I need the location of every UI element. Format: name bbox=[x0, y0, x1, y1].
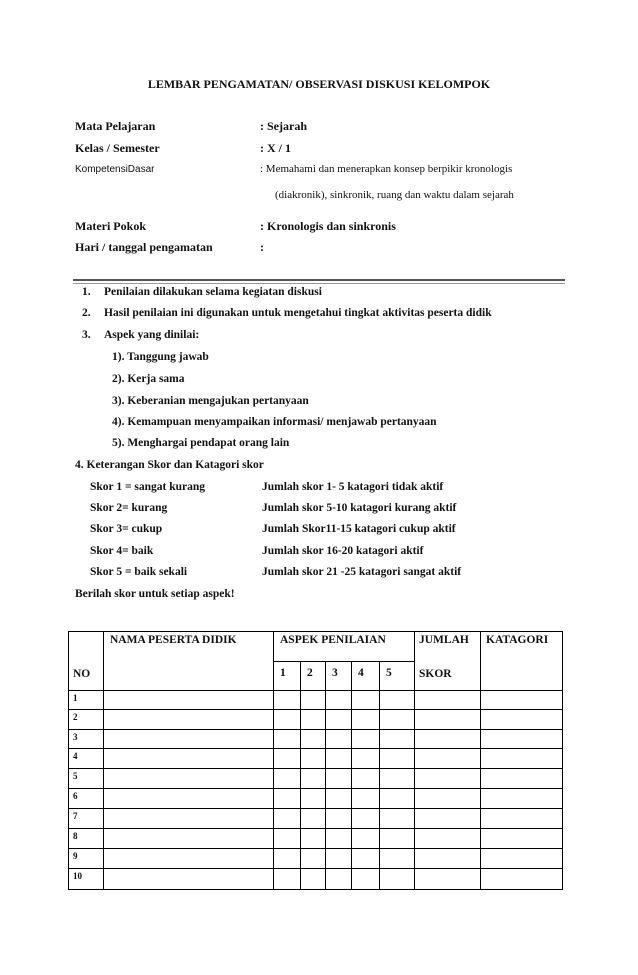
row-number: 4 bbox=[69, 749, 104, 769]
cell-score[interactable] bbox=[380, 869, 415, 890]
aspect-item: 4). Kemampuan menyampaikan informasi/ menjawab pertanyaan bbox=[112, 416, 437, 428]
cell-nama[interactable] bbox=[104, 730, 274, 749]
item-text: Hasil penilaian ini digunakan untuk mengetahui tingkat aktivitas peserta didik bbox=[104, 307, 492, 319]
cell-score[interactable] bbox=[301, 849, 326, 869]
cell-score[interactable] bbox=[380, 749, 415, 769]
row-number: 7 bbox=[69, 809, 104, 829]
row-number: 2 bbox=[69, 710, 104, 730]
divider-line-thin bbox=[73, 283, 565, 284]
table-row bbox=[69, 869, 563, 890]
cell-score[interactable] bbox=[326, 730, 352, 749]
cell-score[interactable] bbox=[274, 691, 301, 710]
cell-nama[interactable] bbox=[104, 710, 274, 730]
cell-jumlah[interactable] bbox=[415, 869, 481, 890]
cell-score[interactable] bbox=[380, 730, 415, 749]
cell-jumlah[interactable] bbox=[415, 730, 481, 749]
cell-score[interactable] bbox=[301, 749, 326, 769]
table-row bbox=[69, 809, 563, 829]
cell-kategori[interactable] bbox=[481, 691, 563, 710]
aspect-item: 2). Kerja sama bbox=[112, 373, 185, 385]
header-nama: NAMA PESERTA DIDIK bbox=[104, 632, 274, 691]
score-category: Jumlah skor 16-20 katagori aktif bbox=[262, 545, 424, 557]
cell-score[interactable] bbox=[301, 691, 326, 710]
cell-nama[interactable] bbox=[104, 849, 274, 869]
header-aspek-col: 3 bbox=[326, 662, 352, 691]
page-title: LEMBAR PENGAMATAN/ OBSERVASI DISKUSI KELOMPOK bbox=[147, 77, 491, 91]
cell-kategori[interactable] bbox=[481, 829, 563, 849]
value-kompetensi-dasar-cont: (diakronik), sinkronik, ruang dan waktu dalam sejarah bbox=[275, 189, 514, 201]
cell-jumlah[interactable] bbox=[415, 789, 481, 809]
cell-score[interactable] bbox=[326, 869, 352, 890]
cell-score[interactable] bbox=[380, 691, 415, 710]
header-aspek-col: 1 bbox=[274, 662, 301, 691]
row-number: 1 bbox=[69, 691, 104, 710]
value-hari-tanggal: : bbox=[260, 240, 264, 254]
value-mata-pelajaran: : Sejarah bbox=[260, 119, 307, 133]
cell-score[interactable] bbox=[274, 829, 301, 849]
cell-score[interactable] bbox=[352, 829, 380, 849]
cell-nama[interactable] bbox=[104, 749, 274, 769]
aspect-item: 3). Keberanian mengajukan pertanyaan bbox=[112, 395, 309, 407]
cell-jumlah[interactable] bbox=[415, 849, 481, 869]
table-row bbox=[69, 730, 563, 749]
score-definition: Skor 3= cukup bbox=[90, 523, 163, 535]
table-row bbox=[69, 749, 563, 769]
cell-score[interactable] bbox=[274, 869, 301, 890]
table-row bbox=[69, 829, 563, 849]
cell-score[interactable] bbox=[380, 829, 415, 849]
cell-score[interactable] bbox=[352, 789, 380, 809]
cell-kategori[interactable] bbox=[481, 809, 563, 829]
cell-jumlah[interactable] bbox=[415, 829, 481, 849]
aspect-item: 5). Menghargai pendapat orang lain bbox=[112, 437, 290, 449]
score-category: Jumlah skor 5-10 katagori kurang aktif bbox=[262, 502, 457, 514]
cell-score[interactable] bbox=[326, 710, 352, 730]
cell-kategori[interactable] bbox=[481, 710, 563, 730]
cell-nama[interactable] bbox=[104, 869, 274, 890]
header-no: NO bbox=[69, 632, 104, 691]
cell-score[interactable] bbox=[326, 769, 352, 789]
cell-score[interactable] bbox=[301, 710, 326, 730]
header-aspek-col: 2 bbox=[301, 662, 326, 691]
cell-score[interactable] bbox=[352, 769, 380, 789]
cell-score[interactable] bbox=[326, 809, 352, 829]
header-kategori: KATAGORI bbox=[481, 632, 563, 691]
cell-nama[interactable] bbox=[104, 691, 274, 710]
cell-kategori[interactable] bbox=[481, 869, 563, 890]
cell-score[interactable] bbox=[301, 829, 326, 849]
item-text: Penilaian dilakukan selama kegiatan diskusi bbox=[104, 286, 322, 298]
cell-score[interactable] bbox=[301, 769, 326, 789]
cell-score[interactable] bbox=[352, 749, 380, 769]
table-row bbox=[69, 789, 563, 809]
cell-score[interactable] bbox=[380, 789, 415, 809]
score-category: Jumlah skor 21 -25 katagori sangat aktif bbox=[262, 566, 462, 578]
cell-score[interactable] bbox=[274, 789, 301, 809]
header-aspek-col: 5 bbox=[380, 662, 415, 691]
row-number: 10 bbox=[69, 869, 104, 890]
cell-score[interactable] bbox=[301, 809, 326, 829]
cell-kategori[interactable] bbox=[481, 849, 563, 869]
cell-jumlah[interactable] bbox=[415, 710, 481, 730]
header-aspek-col: 4 bbox=[352, 662, 380, 691]
row-number: 9 bbox=[69, 849, 104, 869]
cell-score[interactable] bbox=[274, 710, 301, 730]
cell-kategori[interactable] bbox=[481, 769, 563, 789]
cell-score[interactable] bbox=[274, 730, 301, 749]
label-kompetensi-dasar: KompetensiDasar bbox=[75, 164, 155, 175]
label-hari-tanggal: Hari / tanggal pengamatan bbox=[75, 240, 213, 254]
score-category: Jumlah Skor11-15 katagori cukup aktif bbox=[262, 523, 456, 535]
cell-score[interactable] bbox=[380, 769, 415, 789]
cell-score[interactable] bbox=[301, 730, 326, 749]
cell-nama[interactable] bbox=[104, 789, 274, 809]
table-row bbox=[69, 710, 563, 730]
cell-jumlah[interactable] bbox=[415, 769, 481, 789]
score-definition: Skor 1 = sangat kurang bbox=[90, 481, 205, 493]
cell-score[interactable] bbox=[380, 710, 415, 730]
value-materi-pokok: : Kronologis dan sinkronis bbox=[260, 219, 396, 233]
row-number: 5 bbox=[69, 769, 104, 789]
instruction-text: Berilah skor untuk setiap aspek! bbox=[75, 588, 235, 600]
label-materi-pokok: Materi Pokok bbox=[75, 219, 146, 233]
score-definition: Skor 2= kurang bbox=[90, 502, 168, 514]
table-row bbox=[69, 691, 563, 710]
cell-nama[interactable] bbox=[104, 769, 274, 789]
cell-score[interactable] bbox=[352, 869, 380, 890]
cell-score[interactable] bbox=[301, 789, 326, 809]
label-mata-pelajaran: Mata Pelajaran bbox=[75, 119, 156, 133]
cell-score[interactable] bbox=[326, 789, 352, 809]
cell-score[interactable] bbox=[274, 769, 301, 789]
cell-score[interactable] bbox=[352, 691, 380, 710]
cell-score[interactable] bbox=[352, 809, 380, 829]
assessment-table bbox=[68, 631, 563, 890]
cell-score[interactable] bbox=[326, 749, 352, 769]
cell-jumlah[interactable] bbox=[415, 691, 481, 710]
table-row bbox=[69, 849, 563, 869]
cell-score[interactable] bbox=[352, 849, 380, 869]
aspect-item: 1). Tanggung jawab bbox=[112, 351, 209, 363]
row-number: 3 bbox=[69, 730, 104, 749]
value-kompetensi-dasar: : Memahami dan menerapkan konsep berpikir kronologis bbox=[260, 163, 513, 175]
cell-score[interactable] bbox=[380, 809, 415, 829]
cell-jumlah[interactable] bbox=[415, 749, 481, 769]
cell-score[interactable] bbox=[301, 869, 326, 890]
row-number: 6 bbox=[69, 789, 104, 809]
row-number: 8 bbox=[69, 829, 104, 849]
keterangan-heading: 4. Keterangan Skor dan Katagori skor bbox=[75, 459, 264, 471]
label-kelas-semester: Kelas / Semester bbox=[75, 141, 160, 155]
score-definition: Skor 4= baik bbox=[90, 545, 154, 557]
cell-jumlah[interactable] bbox=[415, 809, 481, 829]
cell-kategori[interactable] bbox=[481, 749, 563, 769]
cell-score[interactable] bbox=[380, 849, 415, 869]
cell-score[interactable] bbox=[326, 691, 352, 710]
header-aspek: ASPEK PENILAIAN bbox=[274, 632, 415, 662]
header-jumlah-skor: JUMLAH SKOR bbox=[415, 632, 481, 691]
score-definition: Skor 5 = baik sekali bbox=[90, 566, 188, 578]
cell-score[interactable] bbox=[274, 749, 301, 769]
cell-score[interactable] bbox=[326, 829, 352, 849]
cell-score[interactable] bbox=[352, 710, 380, 730]
cell-nama[interactable] bbox=[104, 809, 274, 829]
cell-nama[interactable] bbox=[104, 829, 274, 849]
divider-line bbox=[73, 279, 565, 281]
cell-score[interactable] bbox=[352, 730, 380, 749]
cell-score[interactable] bbox=[326, 849, 352, 869]
value-kelas-semester: : X / 1 bbox=[260, 141, 291, 155]
item-number: 3. bbox=[82, 329, 91, 341]
item-number: 1. bbox=[82, 286, 91, 298]
item-text: Aspek yang dinilai: bbox=[104, 329, 200, 341]
cell-score[interactable] bbox=[274, 849, 301, 869]
score-category: Jumlah skor 1- 5 katagori tidak aktif bbox=[262, 481, 444, 493]
cell-kategori[interactable] bbox=[481, 789, 563, 809]
item-number: 2. bbox=[82, 307, 91, 319]
cell-score[interactable] bbox=[274, 809, 301, 829]
cell-kategori[interactable] bbox=[481, 730, 563, 749]
table-row bbox=[69, 769, 563, 789]
